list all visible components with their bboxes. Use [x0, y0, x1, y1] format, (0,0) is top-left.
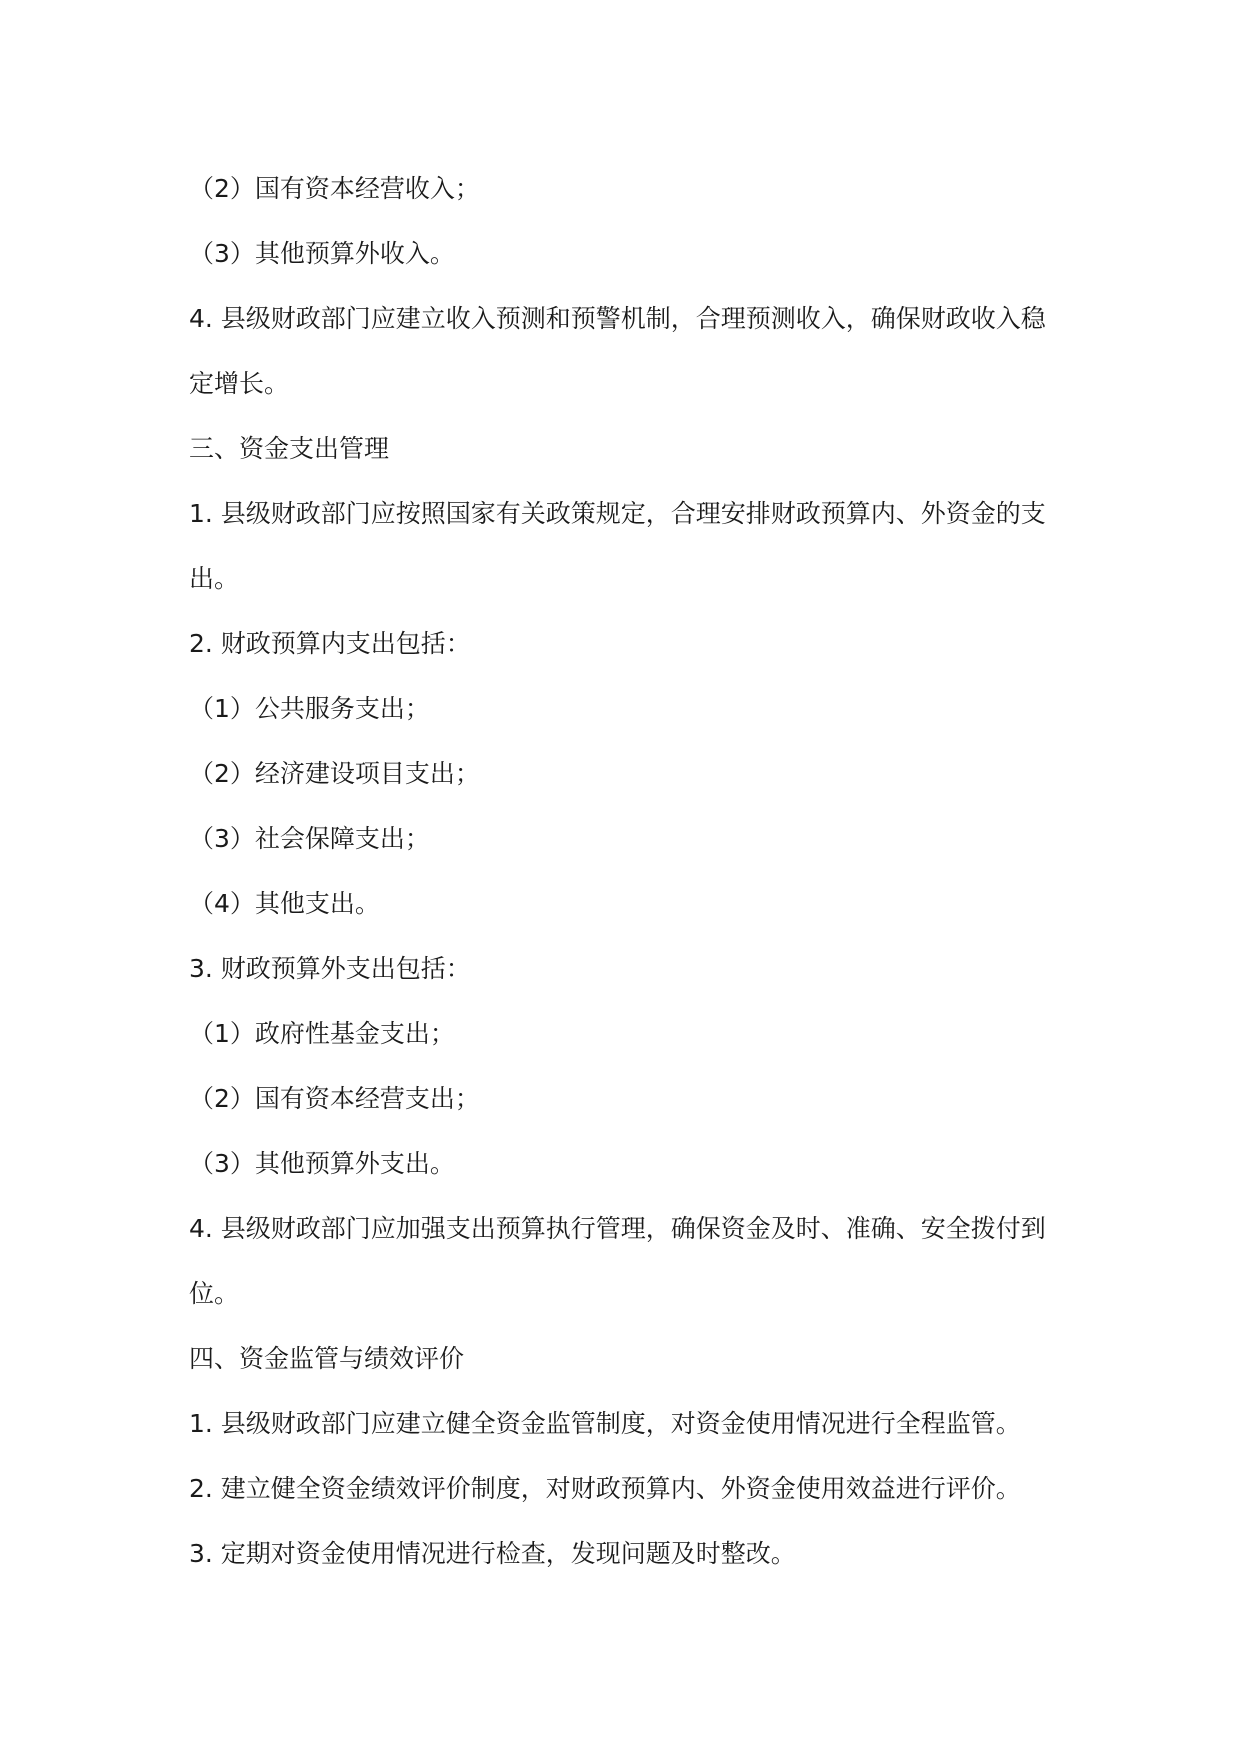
- list-item-social-security: （3）社会保障支出；: [189, 824, 430, 853]
- paragraph-expenditure-arrangement-continued: 出。: [189, 564, 240, 593]
- list-item-state-capital-income: （2）国有资本经营收入；: [189, 174, 480, 203]
- paragraph-periodic-inspection: 3. 定期对资金使用情况进行检查，发现问题及时整改。: [189, 1539, 796, 1568]
- paragraph-performance-evaluation: 2. 建立健全资金绩效评价制度，对财政预算内、外资金使用效益进行评价。: [189, 1474, 1021, 1503]
- section-heading-supervision: 四、资金监管与绩效评价: [189, 1344, 465, 1373]
- paragraph-execution-management: 4. 县级财政部门应加强支出预算执行管理，确保资金及时、准确、安全拨付到: [189, 1214, 1046, 1243]
- paragraph-in-budget-expenditure: 2. 财政预算内支出包括：: [189, 629, 471, 658]
- paragraph-supervision-system: 1. 县级财政部门应建立健全资金监管制度，对资金使用情况进行全程监管。: [189, 1409, 1021, 1438]
- list-item-state-capital-expenditure: （2）国有资本经营支出；: [189, 1084, 480, 1113]
- list-item-public-service: （1）公共服务支出；: [189, 694, 430, 723]
- list-item-other-extra-budget-income: （3）其他预算外收入。: [189, 239, 455, 268]
- paragraph-expenditure-arrangement: 1. 县级财政部门应按照国家有关政策规定，合理安排财政预算内、外资金的支: [189, 499, 1046, 528]
- list-item-other-expenditure: （4）其他支出。: [189, 889, 380, 918]
- section-heading-expenditure: 三、资金支出管理: [189, 434, 390, 463]
- document-body: [189, 156, 1059, 1586]
- paragraph-extra-budget-expenditure: 3. 财政预算外支出包括：: [189, 954, 471, 983]
- paragraph-income-forecast: 4. 县级财政部门应建立收入预测和预警机制，合理预测收入，确保财政收入稳: [189, 304, 1046, 333]
- paragraph-income-forecast-continued: 定增长。: [189, 369, 290, 398]
- list-item-other-extra-budget-expenditure: （3）其他预算外支出。: [189, 1149, 455, 1178]
- list-item-economic-construction: （2）经济建设项目支出；: [189, 759, 480, 788]
- paragraph-execution-management-continued: 位。: [189, 1279, 240, 1308]
- list-item-government-fund: （1）政府性基金支出；: [189, 1019, 455, 1048]
